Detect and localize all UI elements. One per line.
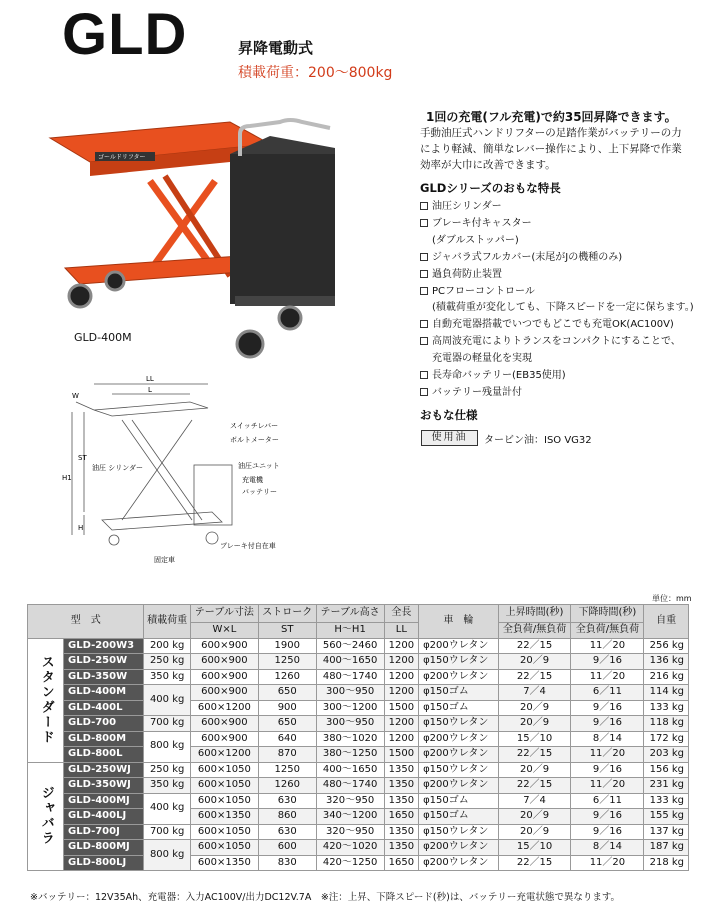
load-cell: 800 kg [144,731,190,762]
feature-text: (ダブルストッパー) [432,234,519,246]
wheel-back-left [106,272,124,290]
feature-item [420,300,694,317]
st-cell: 860 [258,809,316,825]
th-up: 上昇時間(秒) [498,605,571,623]
wt-cell: 256 kg [644,638,689,654]
ll-cell: 1650 [384,809,418,825]
wheel-cell: φ150ウレタン [419,716,499,732]
wt-cell: 172 kg [644,731,689,747]
h-cell: 300～950 [316,685,384,701]
diagram-battery-box [194,465,232,525]
up-cell: 20／9 [498,654,571,670]
down-cell: 11／20 [571,638,644,654]
ll-cell: 1500 [384,747,418,763]
h-cell: 480～1740 [316,778,384,794]
wheel-cell: φ150ゴム [419,685,499,701]
down-cell: 9／16 [571,654,644,670]
up-cell: 20／9 [498,762,571,778]
load-cell: 350 kg [144,778,190,794]
down-cell: 6／11 [571,793,644,809]
size-cell: 600×900 [190,685,258,701]
h-cell: 320～950 [316,793,384,809]
model-cell: GLD-800M [64,731,144,747]
model-cell: GLD-400L [64,700,144,716]
feature-item [420,267,694,284]
th-wheel: 車 輪 [419,605,499,639]
spec-table-body [28,638,689,871]
load-cell: 700 kg [144,824,190,840]
up-cell: 7／4 [498,793,571,809]
h-cell: 420～1020 [316,840,384,856]
table-row [28,840,689,856]
h-cell: 300～950 [316,716,384,732]
down-cell: 9／16 [571,809,644,825]
st-cell: 900 [258,700,316,716]
model-cell: GLD-400MJ [64,793,144,809]
load-cell: 800 kg [144,840,190,871]
product-photo [40,96,350,366]
ll-cell: 1350 [384,840,418,856]
st-label: ST [78,454,87,462]
st-cell: 1250 [258,654,316,670]
st-cell: 600 [258,840,316,856]
table-row [28,638,689,654]
down-cell: 9／16 [571,716,644,732]
h-cell: 320～950 [316,824,384,840]
h-cell: 380～1250 [316,747,384,763]
wheel-cell: φ200ウレタン [419,778,499,794]
h1-label: H1 [62,474,72,482]
h-cell: 400～1650 [316,654,384,670]
table-row [28,685,689,701]
model-cell: GLD-350W [64,669,144,685]
table-row [28,700,689,716]
down-cell: 11／20 [571,778,644,794]
spec-table [27,604,689,871]
up-cell: 7／4 [498,685,571,701]
up-cell: 22／15 [498,669,571,685]
size-cell: 600×1050 [190,824,258,840]
group-label: スタンダード [28,638,64,762]
size-cell: 600×900 [190,669,258,685]
ll-label: LL [146,375,154,383]
model-cell: GLD-700J [64,824,144,840]
up-cell: 20／9 [498,809,571,825]
ll-cell: 1650 [384,855,418,871]
st-cell: 1260 [258,778,316,794]
feature-item [420,334,694,351]
features-list [420,199,694,402]
checkbox-icon [420,253,428,261]
feature-item [420,233,694,250]
table-row [28,824,689,840]
model-title: GLD [62,2,188,67]
checkbox-icon [420,287,428,295]
wt-cell: 137 kg [644,824,689,840]
wheel-cell: φ150ウレタン [419,762,499,778]
st-cell: 650 [258,716,316,732]
st-cell: 650 [258,685,316,701]
h-label: H [78,524,84,532]
hydraulic-unit-label: 油圧ユニット [238,462,280,470]
photo-caption: GLD-400M [74,331,132,344]
feature-text: 充電器の軽量化を実現 [432,353,532,365]
spec-title: おもな仕様 [420,408,478,422]
table-row [28,762,689,778]
feature-text: 高周波充電によりトランスをコンパクトにすることで、 [432,336,681,348]
wheel-cell: φ200ウレタン [419,747,499,763]
size-cell: 600×900 [190,731,258,747]
ll-cell: 1200 [384,638,418,654]
down-cell: 9／16 [571,762,644,778]
diagram-table [94,402,208,416]
th-up-sub: 全負荷/無負荷 [498,623,571,639]
l-label: L [148,386,152,394]
group-label: ジャバラ [28,762,64,871]
th-length: 全長 [384,605,418,623]
load-cell: 250 kg [144,762,190,778]
model-subtitle: 昇降電動式 [238,39,314,57]
checkbox-icon [420,270,428,278]
diagram-base [102,512,222,530]
checkbox-icon [420,320,428,328]
w-dim-line [76,402,94,410]
st-cell: 1900 [258,638,316,654]
down-cell: 9／16 [571,700,644,716]
wheel-cell: φ150ゴム [419,793,499,809]
load-cell: 400 kg [144,685,190,716]
ll-cell: 1500 [384,700,418,716]
st-cell: 830 [258,855,316,871]
diagram-wheel-2 [206,532,218,544]
cylinder-label: 油圧 シリンダー [92,464,143,472]
unit-note: 単位：mm [652,594,692,603]
th-length-sub: LL [384,623,418,639]
table-row [28,793,689,809]
checkbox-icon [420,337,428,345]
ll-cell: 1200 [384,654,418,670]
charger-label: 充電機 [242,476,263,484]
table-row [28,809,689,825]
cart-base [235,296,335,306]
wheel-cell: φ150ゴム [419,700,499,716]
wheel-cell: φ200ウレタン [419,855,499,871]
fixed-wheel-label: 固定車 [154,556,175,564]
th-down-sub: 全負荷/無負荷 [571,623,644,639]
volt-meter-label: ボルトメーター [230,436,279,444]
up-cell: 22／15 [498,638,571,654]
oil-label: 使用油 [421,430,478,446]
ll-cell: 1350 [384,762,418,778]
checkbox-icon [420,202,428,210]
feature-item [420,368,694,385]
checkbox-icon [420,371,428,379]
wheel-cell: φ200ウレタン [419,731,499,747]
st-cell: 630 [258,793,316,809]
model-cell: GLD-700 [64,716,144,732]
th-height: テーブル高さ [316,605,384,623]
oil-value: タービン油：ISO VG32 [484,435,592,446]
wheel-cell: φ200ウレタン [419,840,499,856]
feature-item [420,351,694,368]
wt-cell: 133 kg [644,793,689,809]
model-cell: GLD-250W [64,654,144,670]
h-cell: 340～1200 [316,809,384,825]
ll-cell: 1200 [384,731,418,747]
down-cell: 8／14 [571,840,644,856]
h-cell: 480～1740 [316,669,384,685]
feature-item [420,216,694,233]
wt-cell: 133 kg [644,700,689,716]
st-cell: 630 [258,824,316,840]
st-cell: 870 [258,747,316,763]
wt-cell: 155 kg [644,809,689,825]
th-size: テーブル寸法 [190,605,258,623]
feature-text: PCフローコントロール [432,285,535,297]
up-cell: 22／15 [498,855,571,871]
diagram-wheel-1 [109,535,119,545]
h-cell: 300～1200 [316,700,384,716]
up-cell: 22／15 [498,778,571,794]
feature-text: ブレーキ付キャスター [432,217,532,229]
load-cell: 400 kg [144,793,190,824]
size-cell: 600×1050 [190,793,258,809]
wheel-cell: φ200ウレタン [419,638,499,654]
th-stroke-sub: ST [258,623,316,639]
up-cell: 20／9 [498,824,571,840]
th-height-sub: H～H1 [316,623,384,639]
dimension-diagram [62,370,312,565]
size-cell: 600×900 [190,716,258,732]
size-cell: 600×1350 [190,809,258,825]
down-cell: 11／20 [571,669,644,685]
table-row [28,716,689,732]
feature-text: 油圧シリンダー [432,201,502,212]
feature-item [420,250,694,267]
wt-cell: 216 kg [644,669,689,685]
wt-cell: 231 kg [644,778,689,794]
feature-item [420,385,694,402]
feature-text: 自動充電器搭載でいつでもどこでも充電OK(AC100V) [432,319,674,331]
brand-text: ゴールドリフター [98,154,146,161]
battery-box [230,154,335,304]
table-row [28,654,689,670]
brake-wheel-label: ブレーキ付自在車 [220,542,276,550]
th-stroke: ストローク [258,605,316,623]
table-row [28,747,689,763]
feature-text: バッテリー残量計付 [432,386,522,398]
table-row [28,778,689,794]
size-cell: 600×1200 [190,747,258,763]
footnote: ※バッテリー：12V35Ah、充電器：入力AC100V/出力DC12V.7A ※注：上昇、下降スピード(秒)は、バッテリー充電状態で異なります。 [30,892,621,903]
w-label: W [72,392,79,400]
checkbox-icon [420,388,428,396]
h-cell: 400～1650 [316,762,384,778]
headline: 1回の充電(フル充電)で約35回昇降できます。 [426,110,677,124]
h-cell: 420～1250 [316,855,384,871]
wheel-cell: φ200ウレタン [419,669,499,685]
down-cell: 9／16 [571,824,644,840]
size-cell: 600×1050 [190,762,258,778]
st-cell: 640 [258,731,316,747]
up-cell: 22／15 [498,747,571,763]
feature-text: (積載荷重が変化しても、下降スピードを一定に保ちます。) [432,302,694,314]
model-cell: GLD-200W3 [64,638,144,654]
table-row [28,731,689,747]
down-cell: 6／11 [571,685,644,701]
features-title: GLDシリーズのおもな特長 [420,181,561,195]
model-cell: GLD-800L [64,747,144,763]
intro-text: 手動油圧式ハンドリフターの足踏作業がバッテリーの力により軽減、簡単なレバー操作により、上下昇降で作業効率が大巾に改善できます。 [420,127,682,171]
up-cell: 20／9 [498,700,571,716]
h-cell: 380～1020 [316,731,384,747]
size-cell: 600×1350 [190,855,258,871]
up-cell: 15／10 [498,731,571,747]
down-cell: 8／14 [571,731,644,747]
table-row [28,855,689,871]
load-cell: 250 kg [144,654,190,670]
ll-cell: 1200 [384,685,418,701]
feature-text: 長寿命バッテリー(EB35使用) [432,370,566,382]
down-cell: 11／20 [571,855,644,871]
capacity-label: 積載荷重：200～800kg [238,65,393,81]
model-cell: GLD-800LJ [64,855,144,871]
feature-text: ジャバラ式フルカバー(末尾がJの機種のみ) [432,251,623,263]
ll-cell: 1350 [384,793,418,809]
wheel-cell: φ150ウレタン [419,654,499,670]
th-down: 下降時間(秒) [571,605,644,623]
th-weight: 自重 [644,605,689,639]
model-cell: GLD-400M [64,685,144,701]
wt-cell: 187 kg [644,840,689,856]
size-cell: 600×1050 [190,840,258,856]
model-cell: GLD-800MJ [64,840,144,856]
load-cell: 700 kg [144,716,190,732]
feature-item [420,284,694,301]
down-cell: 11／20 [571,747,644,763]
size-cell: 600×1200 [190,700,258,716]
switch-lever-label: スイッチレバー [230,422,279,430]
feature-item [420,199,694,216]
wheel-front-right [237,331,263,357]
wheel-front-left [69,285,91,307]
wt-cell: 203 kg [644,747,689,763]
wheel-cell: φ150ゴム [419,809,499,825]
feature-item [420,317,694,334]
feature-text: 過負荷防止装置 [432,268,502,280]
model-cell: GLD-400LJ [64,809,144,825]
model-cell: GLD-250WJ [64,762,144,778]
load-cell: 200 kg [144,638,190,654]
model-cell: GLD-350WJ [64,778,144,794]
st-cell: 1250 [258,762,316,778]
wheel-cell: φ150ウレタン [419,824,499,840]
h-cell: 560～2460 [316,638,384,654]
ll-cell: 1200 [384,669,418,685]
size-cell: 600×1050 [190,778,258,794]
wt-cell: 218 kg [644,855,689,871]
checkbox-icon [420,219,428,227]
load-cell: 350 kg [144,669,190,685]
ll-cell: 1350 [384,778,418,794]
battery-label: バッテリー [242,488,277,496]
up-cell: 20／9 [498,716,571,732]
size-cell: 600×900 [190,654,258,670]
table-row [28,669,689,685]
wt-cell: 114 kg [644,685,689,701]
wt-cell: 118 kg [644,716,689,732]
st-cell: 1260 [258,669,316,685]
wheel-back-right [279,307,301,329]
th-model: 型 式 [28,605,144,639]
wt-cell: 156 kg [644,762,689,778]
ll-cell: 1200 [384,716,418,732]
size-cell: 600×900 [190,638,258,654]
wt-cell: 136 kg [644,654,689,670]
up-cell: 15／10 [498,840,571,856]
th-size-sub: W×L [190,623,258,639]
th-load: 積載荷重 [144,605,190,639]
ll-cell: 1350 [384,824,418,840]
